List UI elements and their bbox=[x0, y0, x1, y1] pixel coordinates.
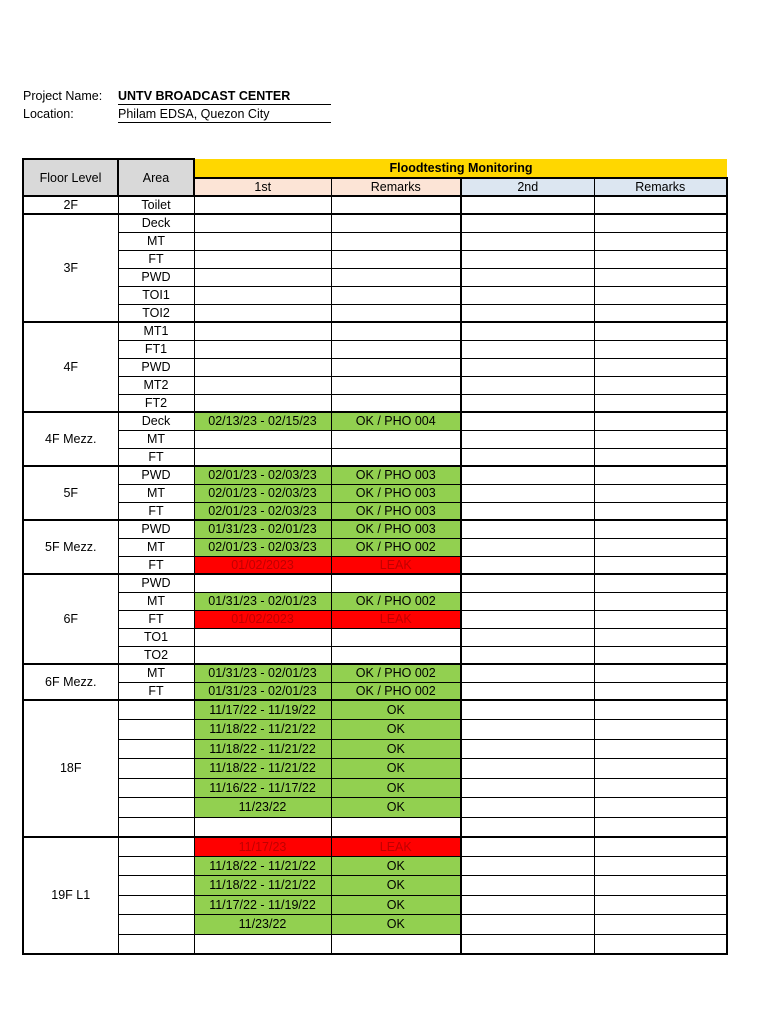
second-test-cell[interactable] bbox=[461, 628, 594, 646]
second-remarks-cell[interactable] bbox=[594, 837, 727, 857]
table-row bbox=[23, 934, 727, 954]
first-test-cell[interactable] bbox=[194, 196, 331, 214]
first-test-cell[interactable]: 02/01/23 - 02/03/23 bbox=[194, 538, 331, 556]
second-test-cell[interactable] bbox=[461, 340, 594, 358]
first-test-cell[interactable]: 01/31/23 - 02/01/23 bbox=[194, 682, 331, 700]
table-row bbox=[23, 466, 727, 484]
table-row bbox=[23, 430, 727, 448]
second-remarks-cell[interactable] bbox=[594, 358, 727, 376]
second-test-cell[interactable] bbox=[461, 664, 594, 682]
area-cell[interactable]: FT bbox=[118, 682, 194, 700]
first-remarks-cell[interactable]: OK bbox=[331, 739, 461, 759]
table-row bbox=[23, 895, 727, 915]
first-remarks-cell[interactable] bbox=[331, 232, 461, 250]
first-remarks-cell[interactable]: LEAK bbox=[331, 837, 461, 857]
first-remarks-cell[interactable] bbox=[331, 448, 461, 466]
second-remarks-cell[interactable] bbox=[594, 304, 727, 322]
second-test-cell[interactable] bbox=[461, 268, 594, 286]
area-cell[interactable]: PWD bbox=[118, 574, 194, 592]
table-row bbox=[23, 856, 727, 876]
second-remarks-cell[interactable] bbox=[594, 778, 727, 798]
first-test-cell[interactable] bbox=[194, 340, 331, 358]
area-cell[interactable]: FT bbox=[118, 448, 194, 466]
second-test-cell[interactable] bbox=[461, 286, 594, 304]
second-remarks-cell[interactable] bbox=[594, 610, 727, 628]
first-test-cell[interactable] bbox=[194, 322, 331, 340]
first-test-cell[interactable]: 11/17/23 bbox=[194, 837, 331, 857]
first-test-cell[interactable]: 11/18/22 - 11/21/22 bbox=[194, 759, 331, 779]
table-row bbox=[23, 628, 727, 646]
table-row bbox=[23, 232, 727, 250]
table-row bbox=[23, 610, 727, 628]
second-test-cell[interactable] bbox=[461, 502, 594, 520]
first-remarks-cell[interactable] bbox=[331, 628, 461, 646]
second-test-cell[interactable] bbox=[461, 304, 594, 322]
table-row bbox=[23, 340, 727, 358]
first-test-cell[interactable]: 01/31/23 - 02/01/23 bbox=[194, 520, 331, 538]
first-test-cell[interactable]: 11/23/22 bbox=[194, 798, 331, 818]
table-row bbox=[23, 574, 727, 592]
second-remarks-cell[interactable] bbox=[594, 739, 727, 759]
second-remarks-cell[interactable] bbox=[594, 484, 727, 502]
table-row bbox=[23, 556, 727, 574]
area-cell[interactable]: MT1 bbox=[118, 322, 194, 340]
area-cell[interactable]: FT1 bbox=[118, 340, 194, 358]
first-remarks-cell[interactable]: OK bbox=[331, 759, 461, 779]
second-remarks-cell[interactable] bbox=[594, 250, 727, 268]
second-remarks-cell[interactable] bbox=[594, 759, 727, 779]
table-row bbox=[23, 394, 727, 412]
table-row bbox=[23, 646, 727, 664]
area-cell[interactable]: Deck bbox=[118, 412, 194, 430]
first-test-cell[interactable] bbox=[194, 934, 331, 954]
table-row bbox=[23, 664, 727, 682]
area-cell[interactable]: MT bbox=[118, 430, 194, 448]
first-remarks-cell[interactable]: OK / PHO 002 bbox=[331, 538, 461, 556]
first-test-cell[interactable] bbox=[194, 376, 331, 394]
area-cell[interactable]: PWD bbox=[118, 520, 194, 538]
second-test-cell[interactable] bbox=[461, 214, 594, 232]
first-remarks-cell[interactable]: OK / PHO 002 bbox=[331, 592, 461, 610]
table-row bbox=[23, 286, 727, 304]
area-cell[interactable]: Toilet bbox=[118, 196, 194, 214]
first-test-cell[interactable] bbox=[194, 358, 331, 376]
second-test-cell[interactable] bbox=[461, 682, 594, 700]
second-remarks-cell[interactable] bbox=[594, 592, 727, 610]
second-remarks-cell[interactable] bbox=[594, 817, 727, 837]
table-row bbox=[23, 196, 727, 214]
second-test-cell[interactable] bbox=[461, 759, 594, 779]
first-remarks-cell[interactable] bbox=[331, 934, 461, 954]
table-row bbox=[23, 778, 727, 798]
table-row bbox=[23, 817, 727, 837]
first-remarks-cell[interactable]: OK / PHO 003 bbox=[331, 466, 461, 484]
area-cell[interactable]: FT bbox=[118, 556, 194, 574]
project-row bbox=[22, 88, 332, 106]
second-remarks-cell[interactable] bbox=[594, 466, 727, 484]
second-remarks-cell[interactable] bbox=[594, 876, 727, 896]
area-cell[interactable]: MT bbox=[118, 664, 194, 682]
table-row bbox=[23, 448, 727, 466]
first-remarks-header[interactable]: Remarks bbox=[331, 178, 461, 196]
table-row bbox=[23, 502, 727, 520]
second-remarks-cell[interactable] bbox=[594, 646, 727, 664]
first-test-cell[interactable] bbox=[194, 250, 331, 268]
area-cell[interactable] bbox=[118, 798, 194, 818]
second-test-cell[interactable] bbox=[461, 739, 594, 759]
second-test-cell[interactable] bbox=[461, 322, 594, 340]
second-test-cell[interactable] bbox=[461, 592, 594, 610]
second-remarks-cell[interactable] bbox=[594, 934, 727, 954]
first-test-cell[interactable]: 11/18/22 - 11/21/22 bbox=[194, 856, 331, 876]
area-cell[interactable]: MT bbox=[118, 538, 194, 556]
second-remarks-cell[interactable] bbox=[594, 430, 727, 448]
area-cell[interactable] bbox=[118, 837, 194, 857]
area-cell[interactable]: TOI1 bbox=[118, 286, 194, 304]
area-cell[interactable]: MT2 bbox=[118, 376, 194, 394]
first-remarks-cell[interactable] bbox=[331, 817, 461, 837]
second-test-cell[interactable] bbox=[461, 232, 594, 250]
area-header[interactable]: Area bbox=[118, 159, 194, 196]
second-remarks-cell[interactable] bbox=[594, 798, 727, 818]
second-test-cell[interactable] bbox=[461, 895, 594, 915]
second-test-cell[interactable] bbox=[461, 412, 594, 430]
area-cell[interactable] bbox=[118, 700, 194, 720]
second-remarks-cell[interactable] bbox=[594, 720, 727, 740]
location-row bbox=[22, 106, 332, 124]
floor-level-cell[interactable]: 18F bbox=[23, 700, 118, 837]
first-remarks-cell[interactable]: OK / PHO 002 bbox=[331, 682, 461, 700]
first-remarks-cell[interactable] bbox=[331, 646, 461, 664]
second-test-cell[interactable] bbox=[461, 915, 594, 935]
second-test-cell[interactable] bbox=[461, 394, 594, 412]
second-remarks-cell[interactable] bbox=[594, 196, 727, 214]
second-remarks-cell[interactable] bbox=[594, 412, 727, 430]
floor-level-cell[interactable]: 4F bbox=[23, 322, 118, 412]
table-row bbox=[23, 520, 727, 538]
first-test-cell[interactable]: 02/01/23 - 02/03/23 bbox=[194, 502, 331, 520]
area-cell[interactable] bbox=[118, 856, 194, 876]
floor-level-cell[interactable]: 6F Mezz. bbox=[23, 664, 118, 700]
table-row bbox=[23, 798, 727, 818]
floor-level-cell[interactable]: 3F bbox=[23, 214, 118, 322]
area-cell[interactable]: TO1 bbox=[118, 628, 194, 646]
table-row bbox=[23, 720, 727, 740]
second-remarks-cell[interactable] bbox=[594, 214, 727, 232]
area-cell[interactable]: FT bbox=[118, 250, 194, 268]
second-remarks-cell[interactable] bbox=[594, 286, 727, 304]
area-cell[interactable] bbox=[118, 915, 194, 935]
first-remarks-cell[interactable]: OK bbox=[331, 856, 461, 876]
table-body bbox=[23, 196, 727, 954]
location-value[interactable]: Philam EDSA, Quezon City bbox=[118, 107, 331, 123]
floor-level-cell[interactable]: 5F Mezz. bbox=[23, 520, 118, 574]
first-test-cell[interactable] bbox=[194, 448, 331, 466]
first-test-cell[interactable] bbox=[194, 232, 331, 250]
area-cell[interactable] bbox=[118, 759, 194, 779]
first-test-cell[interactable] bbox=[194, 304, 331, 322]
first-remarks-cell[interactable]: OK / PHO 003 bbox=[331, 502, 461, 520]
first-remarks-cell[interactable]: OK bbox=[331, 720, 461, 740]
second-remarks-cell[interactable] bbox=[594, 538, 727, 556]
first-test-cell[interactable]: 02/01/23 - 02/03/23 bbox=[194, 466, 331, 484]
first-test-cell[interactable] bbox=[194, 268, 331, 286]
floodtesting-title[interactable]: Floodtesting Monitoring bbox=[194, 159, 727, 178]
second-test-cell[interactable] bbox=[461, 466, 594, 484]
second-test-cell[interactable] bbox=[461, 520, 594, 538]
second-remarks-cell[interactable] bbox=[594, 520, 727, 538]
area-cell[interactable]: Deck bbox=[118, 214, 194, 232]
area-cell[interactable]: MT bbox=[118, 232, 194, 250]
first-remarks-cell[interactable]: OK / PHO 002 bbox=[331, 664, 461, 682]
first-remarks-cell[interactable]: OK bbox=[331, 798, 461, 818]
first-test-cell[interactable] bbox=[194, 817, 331, 837]
area-cell[interactable]: MT bbox=[118, 592, 194, 610]
second-test-cell[interactable] bbox=[461, 574, 594, 592]
floor-level-header[interactable]: Floor Level bbox=[23, 159, 118, 196]
location-label: Location: bbox=[23, 107, 74, 121]
table-row bbox=[23, 759, 727, 779]
first-test-cell[interactable]: 02/01/23 - 02/03/23 bbox=[194, 484, 331, 502]
second-test-cell[interactable] bbox=[461, 430, 594, 448]
first-remarks-cell[interactable] bbox=[331, 196, 461, 214]
first-remarks-cell[interactable]: OK bbox=[331, 895, 461, 915]
table-row bbox=[23, 376, 727, 394]
first-test-cell[interactable]: 11/16/22 - 11/17/22 bbox=[194, 778, 331, 798]
area-cell[interactable]: MT bbox=[118, 484, 194, 502]
first-test-cell[interactable]: 11/18/22 - 11/21/22 bbox=[194, 876, 331, 896]
second-remarks-cell[interactable] bbox=[594, 574, 727, 592]
second-test-cell[interactable] bbox=[461, 610, 594, 628]
first-test-cell[interactable]: 11/23/22 bbox=[194, 915, 331, 935]
second-remarks-cell[interactable] bbox=[594, 268, 727, 286]
first-test-cell[interactable]: 02/13/23 - 02/15/23 bbox=[194, 412, 331, 430]
document-header bbox=[22, 88, 332, 124]
second-remarks-header[interactable]: Remarks bbox=[594, 178, 727, 196]
area-cell[interactable] bbox=[118, 876, 194, 896]
second-remarks-cell[interactable] bbox=[594, 232, 727, 250]
second-test-cell[interactable] bbox=[461, 700, 594, 720]
area-cell[interactable]: TOI2 bbox=[118, 304, 194, 322]
first-test-cell[interactable] bbox=[194, 628, 331, 646]
first-remarks-cell[interactable]: LEAK bbox=[331, 610, 461, 628]
first-remarks-cell[interactable]: OK / PHO 003 bbox=[331, 520, 461, 538]
project-name-label: Project Name: bbox=[23, 89, 103, 103]
second-test-cell[interactable] bbox=[461, 778, 594, 798]
first-remarks-cell[interactable] bbox=[331, 250, 461, 268]
table-row bbox=[23, 358, 727, 376]
area-cell[interactable]: TO2 bbox=[118, 646, 194, 664]
first-remarks-cell[interactable] bbox=[331, 358, 461, 376]
first-remarks-cell[interactable] bbox=[331, 430, 461, 448]
first-test-cell[interactable]: 01/31/23 - 02/01/23 bbox=[194, 592, 331, 610]
second-remarks-cell[interactable] bbox=[594, 682, 727, 700]
first-test-cell[interactable]: 11/17/22 - 11/19/22 bbox=[194, 895, 331, 915]
second-remarks-cell[interactable] bbox=[594, 502, 727, 520]
table-row bbox=[23, 484, 727, 502]
table-row bbox=[23, 739, 727, 759]
second-test-cell[interactable] bbox=[461, 646, 594, 664]
first-test-cell[interactable]: 01/02/2023 bbox=[194, 556, 331, 574]
floor-level-cell[interactable]: 2F bbox=[23, 196, 118, 214]
first-test-header[interactable]: 1st bbox=[194, 178, 331, 196]
second-test-cell[interactable] bbox=[461, 720, 594, 740]
second-test-cell[interactable] bbox=[461, 876, 594, 896]
second-remarks-cell[interactable] bbox=[594, 700, 727, 720]
second-test-cell[interactable] bbox=[461, 538, 594, 556]
table-row bbox=[23, 214, 727, 232]
second-test-cell[interactable] bbox=[461, 817, 594, 837]
second-test-cell[interactable] bbox=[461, 798, 594, 818]
second-remarks-cell[interactable] bbox=[594, 856, 727, 876]
first-test-cell[interactable] bbox=[194, 430, 331, 448]
area-cell[interactable]: FT bbox=[118, 502, 194, 520]
first-test-cell[interactable] bbox=[194, 286, 331, 304]
first-remarks-cell[interactable]: OK bbox=[331, 700, 461, 720]
table-row bbox=[23, 682, 727, 700]
second-test-cell[interactable] bbox=[461, 484, 594, 502]
floor-level-cell[interactable]: 5F bbox=[23, 466, 118, 520]
area-cell[interactable]: FT bbox=[118, 610, 194, 628]
first-test-cell[interactable] bbox=[194, 214, 331, 232]
first-remarks-cell[interactable] bbox=[331, 268, 461, 286]
floodtesting-table bbox=[22, 158, 728, 955]
second-remarks-cell[interactable] bbox=[594, 556, 727, 574]
area-cell[interactable] bbox=[118, 895, 194, 915]
project-name-value[interactable]: UNTV BROADCAST CENTER bbox=[118, 89, 331, 105]
area-cell[interactable]: FT2 bbox=[118, 394, 194, 412]
first-remarks-cell[interactable]: OK bbox=[331, 915, 461, 935]
second-remarks-cell[interactable] bbox=[594, 448, 727, 466]
second-test-cell[interactable] bbox=[461, 250, 594, 268]
table-row bbox=[23, 876, 727, 896]
second-remarks-cell[interactable] bbox=[594, 340, 727, 358]
first-test-cell[interactable]: 11/18/22 - 11/21/22 bbox=[194, 720, 331, 740]
second-remarks-cell[interactable] bbox=[594, 376, 727, 394]
first-remarks-cell[interactable] bbox=[331, 574, 461, 592]
floor-level-cell[interactable]: 4F Mezz. bbox=[23, 412, 118, 466]
area-cell[interactable] bbox=[118, 739, 194, 759]
table-row bbox=[23, 322, 727, 340]
first-remarks-cell[interactable] bbox=[331, 322, 461, 340]
second-test-header[interactable]: 2nd bbox=[461, 178, 594, 196]
table-row bbox=[23, 250, 727, 268]
first-test-cell[interactable]: 01/31/23 - 02/01/23 bbox=[194, 664, 331, 682]
area-cell[interactable] bbox=[118, 934, 194, 954]
first-remarks-cell[interactable]: OK / PHO 004 bbox=[331, 412, 461, 430]
second-remarks-cell[interactable] bbox=[594, 664, 727, 682]
floor-level-cell[interactable]: 6F bbox=[23, 574, 118, 664]
table-row bbox=[23, 700, 727, 720]
first-remarks-cell[interactable] bbox=[331, 376, 461, 394]
first-remarks-cell[interactable] bbox=[331, 304, 461, 322]
second-test-cell[interactable] bbox=[461, 934, 594, 954]
second-test-cell[interactable] bbox=[461, 448, 594, 466]
first-test-cell[interactable] bbox=[194, 394, 331, 412]
floor-level-cell[interactable]: 19F L1 bbox=[23, 837, 118, 954]
first-remarks-cell[interactable] bbox=[331, 394, 461, 412]
table-row bbox=[23, 592, 727, 610]
first-test-cell[interactable] bbox=[194, 646, 331, 664]
second-test-cell[interactable] bbox=[461, 376, 594, 394]
table-row bbox=[23, 837, 727, 857]
area-cell[interactable]: PWD bbox=[118, 466, 194, 484]
second-test-cell[interactable] bbox=[461, 196, 594, 214]
area-cell[interactable] bbox=[118, 720, 194, 740]
second-test-cell[interactable] bbox=[461, 856, 594, 876]
second-remarks-cell[interactable] bbox=[594, 394, 727, 412]
table-row bbox=[23, 412, 727, 430]
table-row bbox=[23, 538, 727, 556]
second-test-cell[interactable] bbox=[461, 556, 594, 574]
first-remarks-cell[interactable]: OK bbox=[331, 778, 461, 798]
second-remarks-cell[interactable] bbox=[594, 895, 727, 915]
second-test-cell[interactable] bbox=[461, 358, 594, 376]
area-cell[interactable]: PWD bbox=[118, 358, 194, 376]
first-remarks-cell[interactable] bbox=[331, 340, 461, 358]
first-test-cell[interactable]: 11/17/22 - 11/19/22 bbox=[194, 700, 331, 720]
first-test-cell[interactable]: 11/18/22 - 11/21/22 bbox=[194, 739, 331, 759]
second-remarks-cell[interactable] bbox=[594, 628, 727, 646]
table-row bbox=[23, 304, 727, 322]
table-row bbox=[23, 268, 727, 286]
second-test-cell[interactable] bbox=[461, 837, 594, 857]
header-row-1 bbox=[23, 159, 727, 178]
first-remarks-cell[interactable]: LEAK bbox=[331, 556, 461, 574]
first-remarks-cell[interactable]: OK bbox=[331, 876, 461, 896]
table-row bbox=[23, 915, 727, 935]
first-test-cell[interactable] bbox=[194, 574, 331, 592]
second-remarks-cell[interactable] bbox=[594, 915, 727, 935]
first-remarks-cell[interactable] bbox=[331, 214, 461, 232]
second-remarks-cell[interactable] bbox=[594, 322, 727, 340]
first-test-cell[interactable]: 01/02/2023 bbox=[194, 610, 331, 628]
first-remarks-cell[interactable]: OK / PHO 003 bbox=[331, 484, 461, 502]
area-cell[interactable] bbox=[118, 817, 194, 837]
area-cell[interactable]: PWD bbox=[118, 268, 194, 286]
first-remarks-cell[interactable] bbox=[331, 286, 461, 304]
area-cell[interactable] bbox=[118, 778, 194, 798]
